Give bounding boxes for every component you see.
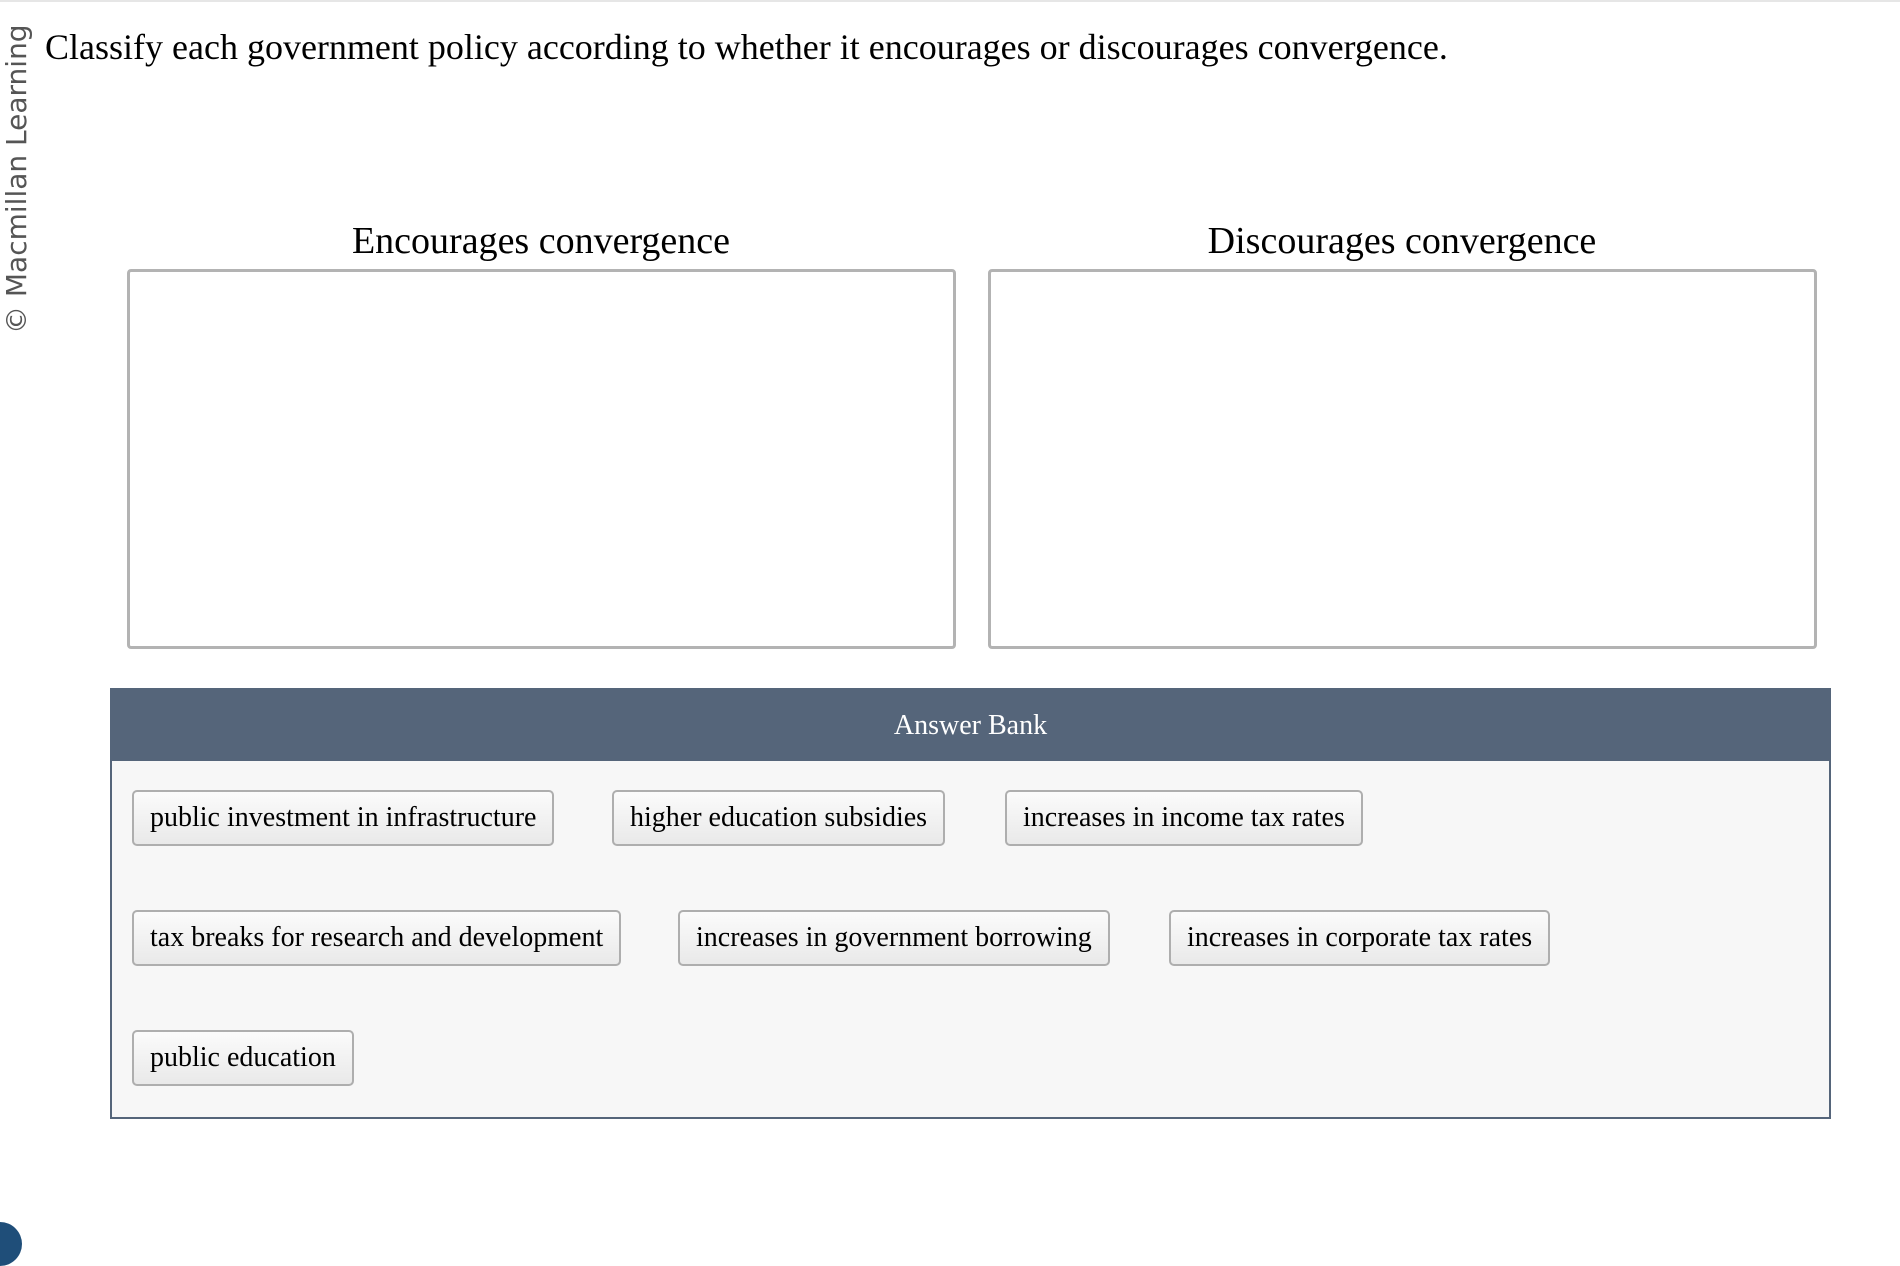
question-prompt: Classify each government policy according to whether it encourages or discourages convergence.	[45, 27, 1448, 67]
copyright-watermark: © Macmillan Learning	[0, 24, 33, 334]
drop-zone-discourages[interactable]	[988, 269, 1817, 649]
drop-zone-encourages[interactable]	[127, 269, 956, 649]
answer-bank	[110, 688, 1831, 1119]
category-title-encourages: Encourages convergence	[351, 220, 731, 262]
answer-chip-higher-education-subsidies[interactable]: higher education subsidies	[612, 790, 945, 846]
answer-bank-header: Answer Bank	[112, 690, 1829, 761]
answer-chip-corporate-tax-increases[interactable]: increases in corporate tax rates	[1169, 910, 1550, 966]
answer-chip-government-borrowing[interactable]: increases in government borrowing	[678, 910, 1110, 966]
category-title-discourages: Discourages convergence	[1207, 220, 1597, 262]
corner-badge	[0, 1222, 22, 1266]
answer-chip-income-tax-increases[interactable]: increases in income tax rates	[1005, 790, 1363, 846]
answer-chip-public-investment-infrastructure[interactable]: public investment in infrastructure	[132, 790, 554, 846]
top-divider	[0, 0, 1900, 2]
answer-chip-rd-tax-breaks[interactable]: tax breaks for research and development	[132, 910, 621, 966]
answer-chip-public-education[interactable]: public education	[132, 1030, 354, 1086]
